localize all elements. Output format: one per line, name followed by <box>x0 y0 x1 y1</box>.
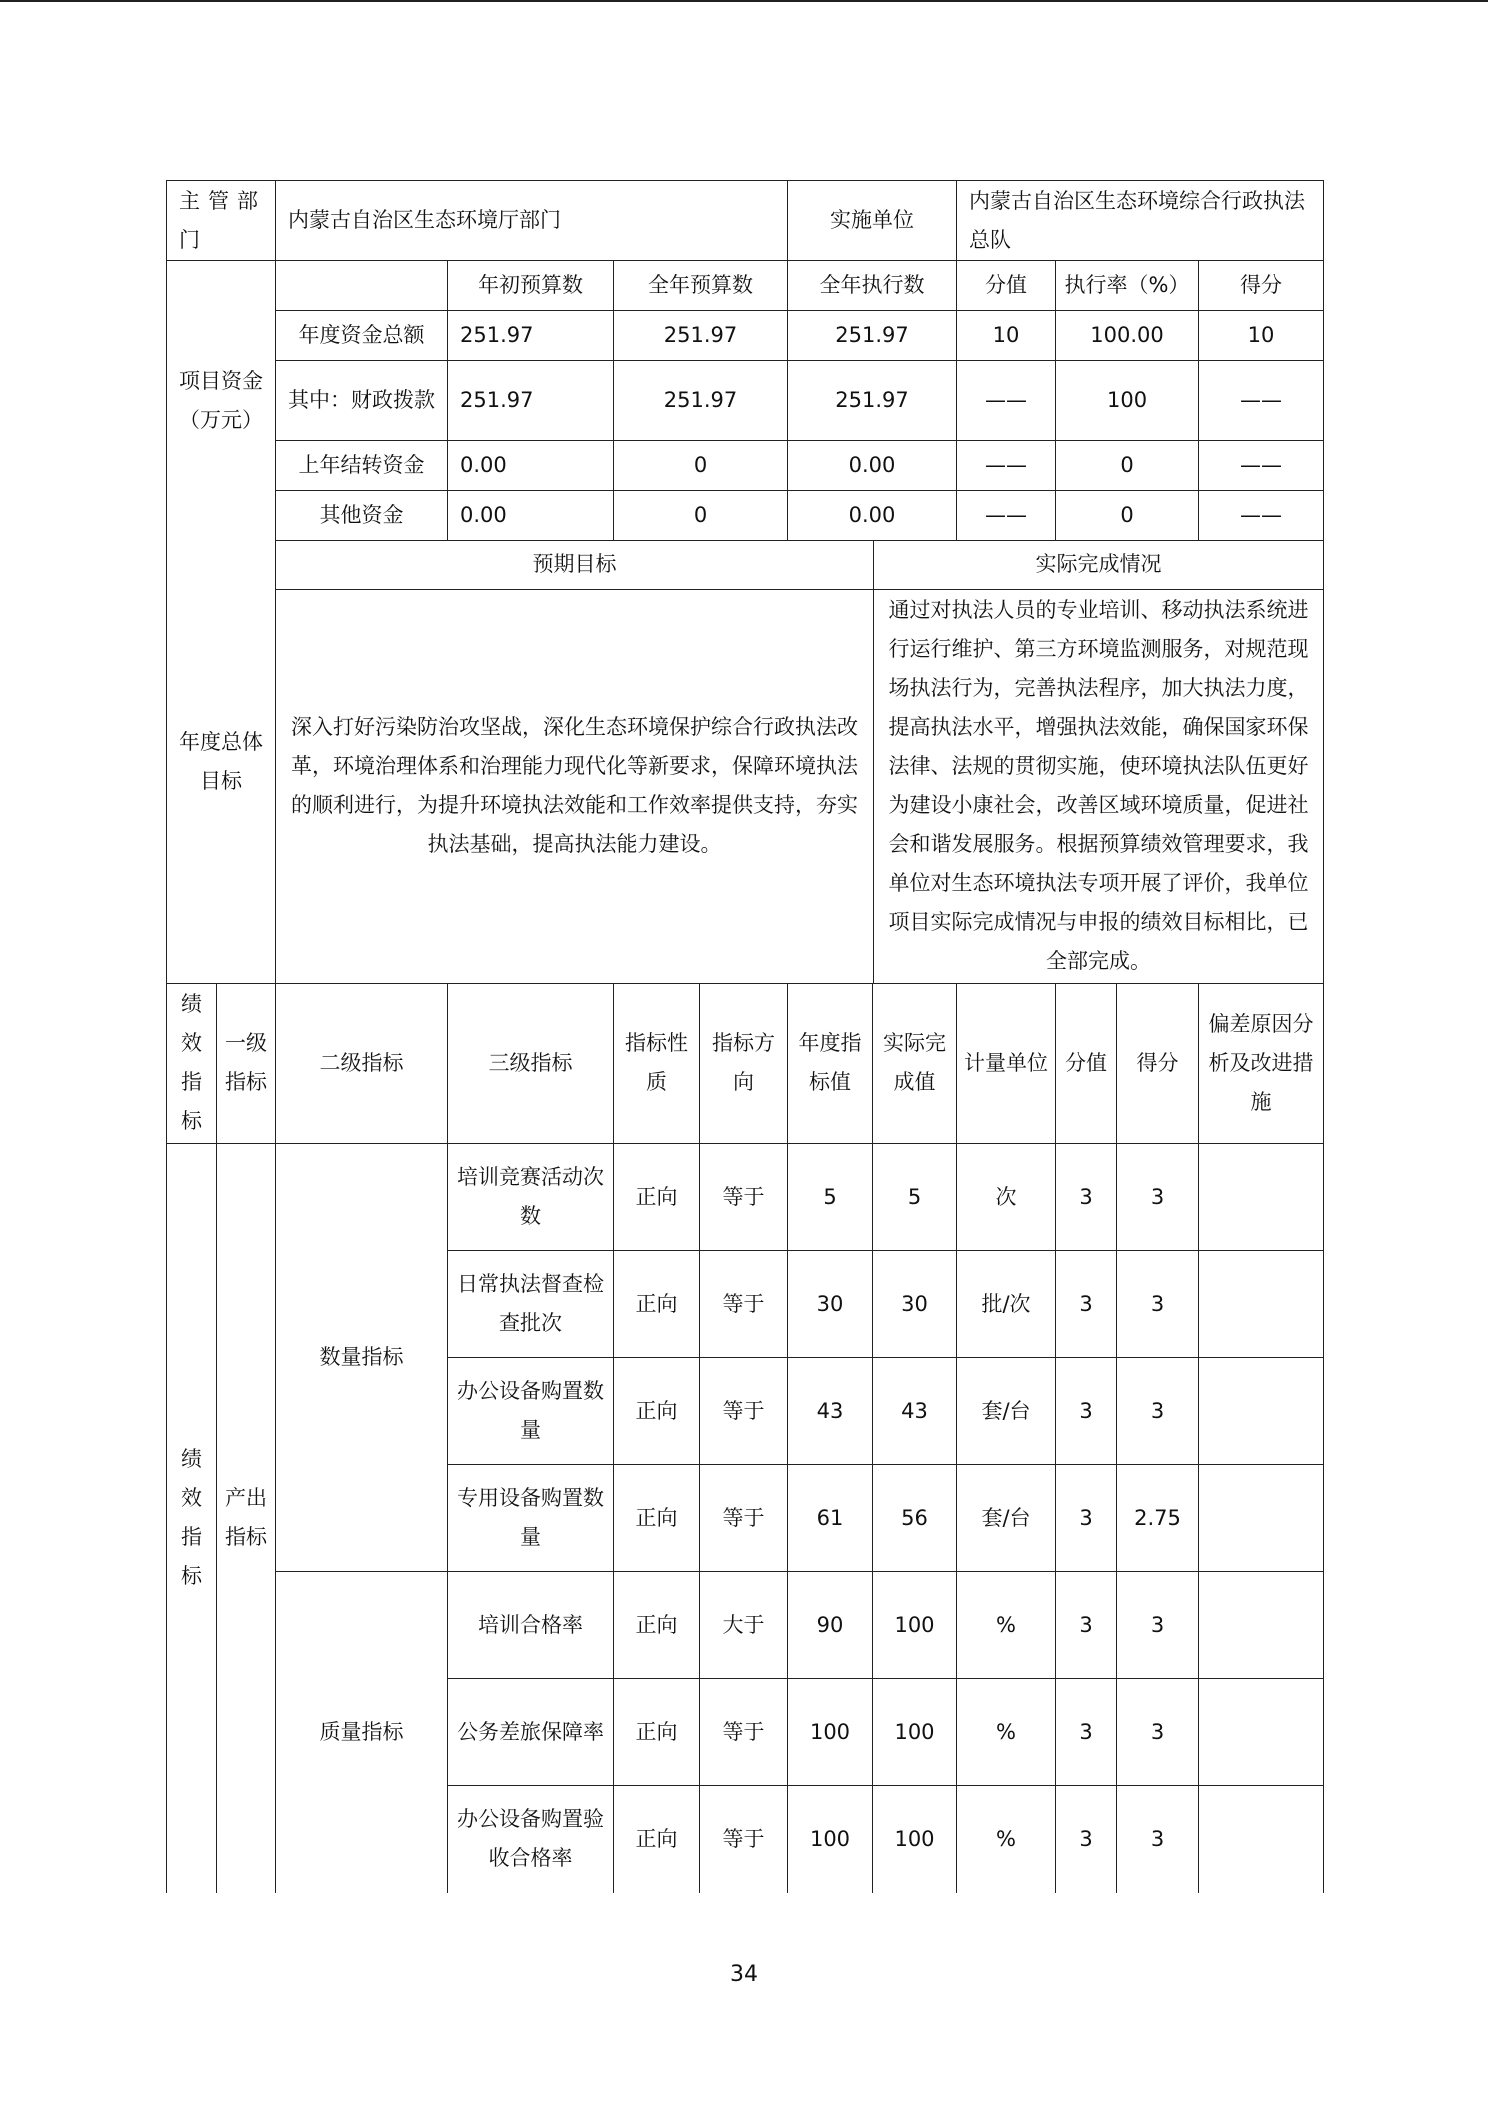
indicator-col-header: 分值 <box>1056 984 1117 1144</box>
indicator-actual: 100 <box>873 1679 957 1786</box>
funds-cell: 251.97 <box>448 311 614 361</box>
funds-row-name: 年度资金总额 <box>276 311 448 361</box>
indicator-col-header: 二级指标 <box>276 984 448 1144</box>
indicator-unit: 次 <box>957 1144 1056 1251</box>
indicator-nature: 正向 <box>614 1679 700 1786</box>
funds-cell: 10 <box>957 311 1056 361</box>
indicator-actual: 5 <box>873 1144 957 1251</box>
indicator-col-header: 一级指标 <box>217 984 276 1144</box>
indicator-unit: 套/台 <box>957 1465 1056 1572</box>
indicator-score: 2.75 <box>1117 1465 1199 1572</box>
indicator-weight: 3 <box>1056 1251 1117 1358</box>
funds-cell: —— <box>1199 491 1324 541</box>
indicator-unit: % <box>957 1786 1056 1893</box>
table-row <box>167 1572 1324 1679</box>
indicator-col-header: 年度指标值 <box>788 984 873 1144</box>
indicator-unit: % <box>957 1572 1056 1679</box>
funds-label: 项目资金（万元） <box>167 261 276 541</box>
indicators-header-row <box>167 984 1324 1144</box>
indicator-name: 办公设备购置验收合格率 <box>448 1786 614 1893</box>
indicator-name: 培训合格率 <box>448 1572 614 1679</box>
indicator-nature: 正向 <box>614 1358 700 1465</box>
indicator-weight: 3 <box>1056 1358 1117 1465</box>
indicator-name: 办公设备购置数量 <box>448 1358 614 1465</box>
indicator-nature: 正向 <box>614 1572 700 1679</box>
indicator-col-header: 指标方向 <box>700 984 788 1144</box>
goals-table <box>166 541 1324 984</box>
indicator-note <box>1199 1572 1324 1679</box>
indicator-actual: 100 <box>873 1572 957 1679</box>
funds-cell: 10 <box>1199 311 1324 361</box>
goals-header-row <box>167 541 1324 589</box>
indicator-nature: 正向 <box>614 1144 700 1251</box>
funds-col-header: 全年预算数 <box>614 261 788 311</box>
indicator-target: 100 <box>788 1679 873 1786</box>
funds-cell: 0 <box>1056 491 1199 541</box>
funds-cell: —— <box>957 361 1056 441</box>
funds-col-header: 分值 <box>957 261 1056 311</box>
indicator-note <box>1199 1251 1324 1358</box>
indicator-direction: 等于 <box>700 1786 788 1893</box>
indicator-actual: 43 <box>873 1358 957 1465</box>
indicator-name: 公务差旅保障率 <box>448 1679 614 1786</box>
indicator-col-header: 计量单位 <box>957 984 1056 1144</box>
indicator-col-header: 三级指标 <box>448 984 614 1144</box>
funds-cell: —— <box>957 491 1056 541</box>
funds-cell: 0.00 <box>448 491 614 541</box>
indicator-note <box>1199 1358 1324 1465</box>
funds-cell: 0.00 <box>788 441 957 491</box>
indicator-actual: 30 <box>873 1251 957 1358</box>
indicator-weight: 3 <box>1056 1572 1117 1679</box>
indicator-col-header: 得分 <box>1117 984 1199 1144</box>
indicator-col-header: 绩效指标 <box>167 984 217 1144</box>
indicator-note <box>1199 1465 1324 1572</box>
funds-cell: 100 <box>1056 361 1199 441</box>
indicator-score: 3 <box>1117 1358 1199 1465</box>
indicator-nature: 正向 <box>614 1465 700 1572</box>
funds-row-name: 上年结转资金 <box>276 441 448 491</box>
funds-cell: 0 <box>1056 441 1199 491</box>
indicator-weight: 3 <box>1056 1679 1117 1786</box>
goals-content-row <box>167 589 1324 983</box>
indicator-direction: 等于 <box>700 1144 788 1251</box>
header-row <box>167 181 1324 261</box>
goals-label: 年度总体目标 <box>167 541 276 983</box>
page-number: 34 <box>730 1962 758 1987</box>
funds-cell: —— <box>1199 441 1324 491</box>
indicator-score: 3 <box>1117 1251 1199 1358</box>
indicator-col-header: 偏差原因分析及改进措施 <box>1199 984 1324 1144</box>
indicator-weight: 3 <box>1056 1144 1117 1251</box>
indicator-name: 培训竞赛活动次数 <box>448 1144 614 1251</box>
dept-label: 主管部门 <box>167 181 276 261</box>
funds-cell: —— <box>1199 361 1324 441</box>
indicator-weight: 3 <box>1056 1465 1117 1572</box>
expected-goal-text: 深入打好污染防治攻坚战，深化生态环境保护综合行政执法改革，环境治理体系和治理能力现代化等新要求，保障环境执法的顺利进行，为提升环境执法效能和工作效率提供支持，夯实执法基础，提高执法能力建设。 <box>276 589 874 983</box>
actual-result-text: 通过对执法人员的专业培训、移动执法系统进行运行维护、第三方环境监测服务，对规范现场执法行为，完善执法程序，加大执法力度，提高执法水平，增强执法效能，确保国家环保法律、法规的贯彻实施，使环境执法队伍更好为建设小康社会，改善区域环境质量，促进社会和谐发展服务。根据预算绩效管理要求，我单位对生态环境执法专项开展了评价，我单位项目实际完成情况与申报的绩效目标相比，已全部完成。 <box>874 589 1324 983</box>
dept-value: 内蒙古自治区生态环境厅部门 <box>276 181 788 261</box>
indicator-direction: 等于 <box>700 1251 788 1358</box>
indicator-col-header: 指标性质 <box>614 984 700 1144</box>
funds-col-header: 得分 <box>1199 261 1324 311</box>
level1-indicator: 产出指标 <box>217 1144 276 1893</box>
indicators-table <box>166 984 1324 1893</box>
indicator-score: 3 <box>1117 1786 1199 1893</box>
funds-col-header: 全年执行数 <box>788 261 957 311</box>
funds-cell: 0.00 <box>788 491 957 541</box>
funds-row <box>167 311 1324 361</box>
indicator-target: 5 <box>788 1144 873 1251</box>
indicator-actual: 56 <box>873 1465 957 1572</box>
header-funds-table <box>166 180 1324 541</box>
indicator-note <box>1199 1144 1324 1251</box>
indicator-target: 30 <box>788 1251 873 1358</box>
funds-corner-cell <box>276 261 448 311</box>
indicator-nature: 正向 <box>614 1251 700 1358</box>
funds-row <box>167 361 1324 441</box>
indicator-target: 61 <box>788 1465 873 1572</box>
level2-indicator: 数量指标 <box>276 1144 448 1572</box>
funds-col-header: 年初预算数 <box>448 261 614 311</box>
indicator-note <box>1199 1679 1324 1786</box>
funds-cell: 0.00 <box>448 441 614 491</box>
impl-label: 实施单位 <box>788 181 957 261</box>
indicator-actual: 100 <box>873 1786 957 1893</box>
indicator-direction: 等于 <box>700 1465 788 1572</box>
indicator-score: 3 <box>1117 1572 1199 1679</box>
actual-result-header: 实际完成情况 <box>874 541 1324 589</box>
level2-indicator: 质量指标 <box>276 1572 448 1893</box>
funds-row <box>167 441 1324 491</box>
indicator-nature: 正向 <box>614 1786 700 1893</box>
funds-cell: 251.97 <box>788 361 957 441</box>
funds-cell: 251.97 <box>614 311 788 361</box>
indicator-direction: 大于 <box>700 1572 788 1679</box>
impl-value: 内蒙古自治区生态环境综合行政执法总队 <box>957 181 1324 261</box>
funds-cell: 0 <box>614 441 788 491</box>
indicator-unit: 批/次 <box>957 1251 1056 1358</box>
indicator-name: 日常执法督查检查批次 <box>448 1251 614 1358</box>
funds-row <box>167 491 1324 541</box>
indicator-score: 3 <box>1117 1144 1199 1251</box>
funds-cell: 251.97 <box>788 311 957 361</box>
funds-cell: 251.97 <box>614 361 788 441</box>
indicator-direction: 等于 <box>700 1358 788 1465</box>
table-row <box>167 1144 1324 1251</box>
indicator-direction: 等于 <box>700 1679 788 1786</box>
funds-cell: 251.97 <box>448 361 614 441</box>
indicator-name: 专用设备购置数量 <box>448 1465 614 1572</box>
funds-cell: 100.00 <box>1056 311 1199 361</box>
indicator-note <box>1199 1786 1324 1893</box>
indicator-target: 90 <box>788 1572 873 1679</box>
funds-header-row <box>167 261 1324 311</box>
indicator-target: 100 <box>788 1786 873 1893</box>
indicator-side-label: 绩效指标 <box>167 1144 217 1893</box>
indicator-weight: 3 <box>1056 1786 1117 1893</box>
funds-cell: —— <box>957 441 1056 491</box>
indicator-target: 43 <box>788 1358 873 1465</box>
indicator-unit: % <box>957 1679 1056 1786</box>
performance-table <box>166 180 1323 1893</box>
indicator-score: 3 <box>1117 1679 1199 1786</box>
top-border-line <box>0 0 1488 2</box>
funds-row-name: 其中：财政拨款 <box>276 361 448 441</box>
funds-row-name: 其他资金 <box>276 491 448 541</box>
indicator-unit: 套/台 <box>957 1358 1056 1465</box>
funds-cell: 0 <box>614 491 788 541</box>
expected-goal-header: 预期目标 <box>276 541 874 589</box>
indicator-col-header: 实际完成值 <box>873 984 957 1144</box>
funds-col-header: 执行率（%） <box>1056 261 1199 311</box>
